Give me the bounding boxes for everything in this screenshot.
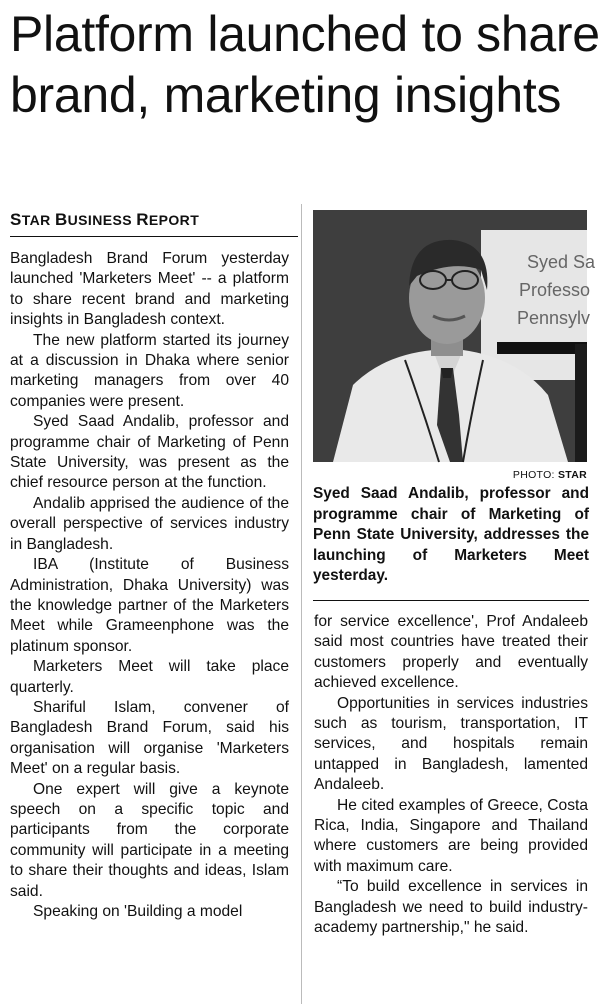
photo-credit-label: PHOTO: [512, 469, 558, 481]
byline-tar: TAR [21, 212, 55, 228]
byline-s: S [10, 210, 22, 229]
column-divider [301, 204, 302, 1004]
paragraph: for service excellence', Prof Andaleeb said most countries have treated their customers properly and eventually achieved excellence. [314, 613, 588, 692]
byline-b: B [54, 210, 68, 229]
news-photo [313, 210, 596, 462]
paragraph: Andalib apprised the audience of the overall perspective of services industry in Bangladesh. [10, 494, 289, 553]
photo-credit [313, 469, 587, 481]
paragraph: Shariful Islam, convener of Bangladesh Brand Forum, said his organisation will organise 'Marketers Meet' on a regular basis. [10, 698, 289, 778]
paragraph: IBA (Institute of Business Administration, Dhaka University) was the knowledge partner of the Marketers Meet while Grameenphone was the platinum sponsor. [10, 556, 289, 655]
headline: Platform launched to share brand, marketing insights [10, 6, 600, 123]
paragraph: He cited examples of Greece, Costa Rica, India, Singapore and Thailand where customers are being provided with maximum care. [314, 796, 588, 875]
photo-illustration [313, 210, 596, 462]
paragraph: Syed Saad Andalib, professor and programme chair of Marketing of Penn State University, was present as the chief resource person at the function. [10, 413, 289, 492]
byline-eport: EPORT [148, 212, 200, 228]
sign-line-1: Syed Sa [527, 252, 596, 272]
byline-r: R [136, 210, 149, 229]
byline-usiness: USINESS [67, 212, 137, 228]
paragraph: Bangladesh Brand Forum yesterday launched 'Marketers Meet' -- a platform to share recent brand and marketing insights in Bangladesh context. [10, 250, 289, 329]
paragraph: The new platform started its journey at a discussion in Dhaka where senior marketing managers from over 40 companies were present. [10, 331, 289, 410]
sign-line-2: Professo [519, 280, 591, 300]
paragraph: “To build excellence in services in Bangladesh we need to build industry-academy partnership," he said. [314, 878, 588, 937]
caption-divider [313, 600, 589, 601]
byline [10, 210, 298, 237]
paragraph: Marketers Meet will take place quarterly. [10, 658, 289, 696]
paragraph: One expert will give a keynote speech on a specific topic and participants from the corporate community will participate in a meeting to share their thoughts and ideas, Islam said. [10, 780, 289, 900]
sign-line-3: Pennsylv [517, 308, 591, 328]
column-right [314, 612, 588, 939]
photo-credit-source: STAR [557, 469, 587, 481]
column-left [10, 249, 289, 922]
photo-caption: Syed Saad Andalib, professor and programme chair of Marketing of Penn State University, addresses the launching of Marketers Meet yesterday. [313, 485, 589, 585]
paragraph: Opportunities in services industries such as tourism, transportation, IT services, and hospitals remain untapped in Bangladesh, lamented Andaleeb. [314, 694, 588, 794]
paragraph: Speaking on 'Building a model [33, 903, 243, 920]
